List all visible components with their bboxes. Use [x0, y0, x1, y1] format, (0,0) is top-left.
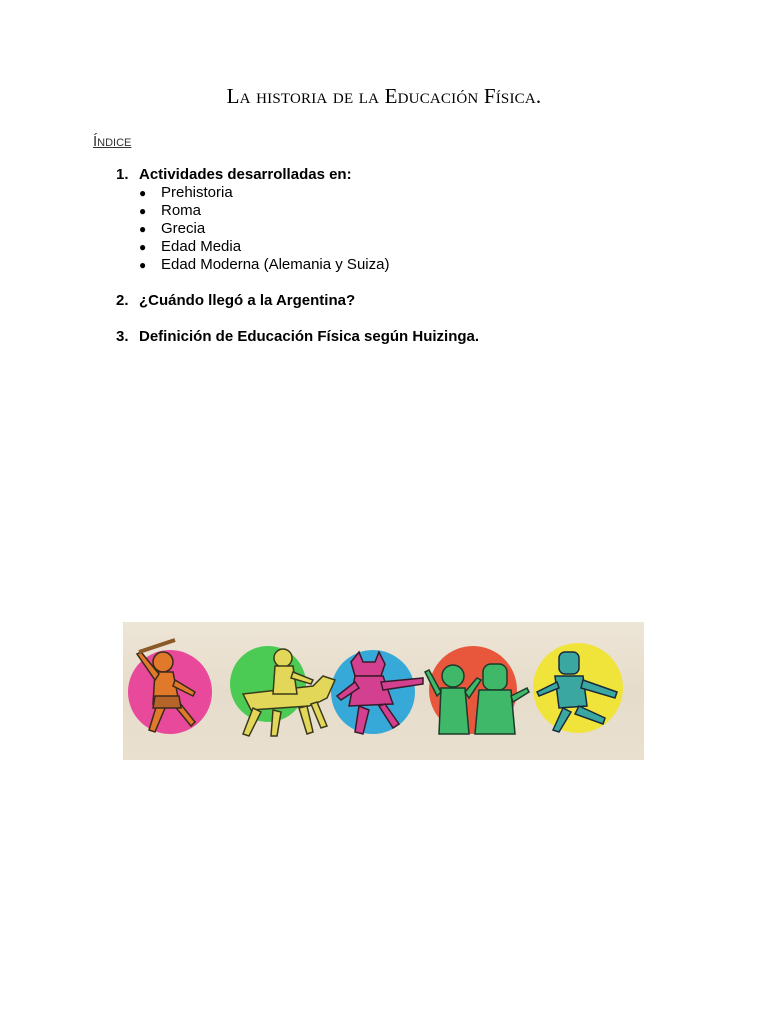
list-item — [139, 256, 479, 274]
list-item-label: Prehistoria — [161, 184, 233, 201]
toc-item-2 — [116, 292, 479, 310]
bullet-icon: ● — [139, 186, 147, 200]
toc-label: ¿Cuándo llegó a la Argentina? — [139, 292, 356, 309]
illustration-svg — [123, 622, 644, 760]
toc-number: 3. — [116, 328, 129, 345]
toc-label: Actividades desarrolladas en: — [139, 166, 352, 183]
list-item — [139, 238, 479, 256]
list-item-label: Roma — [161, 202, 202, 219]
list-item — [139, 184, 479, 202]
document-title: La historia de la Educación Física. — [226, 84, 542, 108]
toc-label: Definición de Educación Física según Huizinga. — [139, 328, 480, 345]
index-heading: Índice — [93, 133, 132, 150]
list-item-label: Grecia — [161, 220, 206, 237]
list-item — [139, 202, 479, 220]
bullet-icon: ● — [139, 204, 147, 218]
toc-sublist — [139, 184, 479, 274]
list-item-label: Edad Media — [161, 238, 242, 255]
bullet-icon: ● — [139, 222, 147, 236]
toc-item-1 — [116, 166, 479, 274]
list-item — [139, 220, 479, 238]
toc-number: 1. — [116, 166, 129, 183]
history-illustration-banner — [123, 622, 644, 760]
toc-number: 2. — [116, 292, 129, 309]
list-item-label: Edad Moderna (Alemania y Suiza) — [161, 256, 390, 273]
table-of-contents — [116, 166, 479, 346]
bullet-icon: ● — [139, 258, 147, 272]
bullet-icon: ● — [139, 240, 147, 254]
toc-item-3 — [116, 328, 479, 346]
